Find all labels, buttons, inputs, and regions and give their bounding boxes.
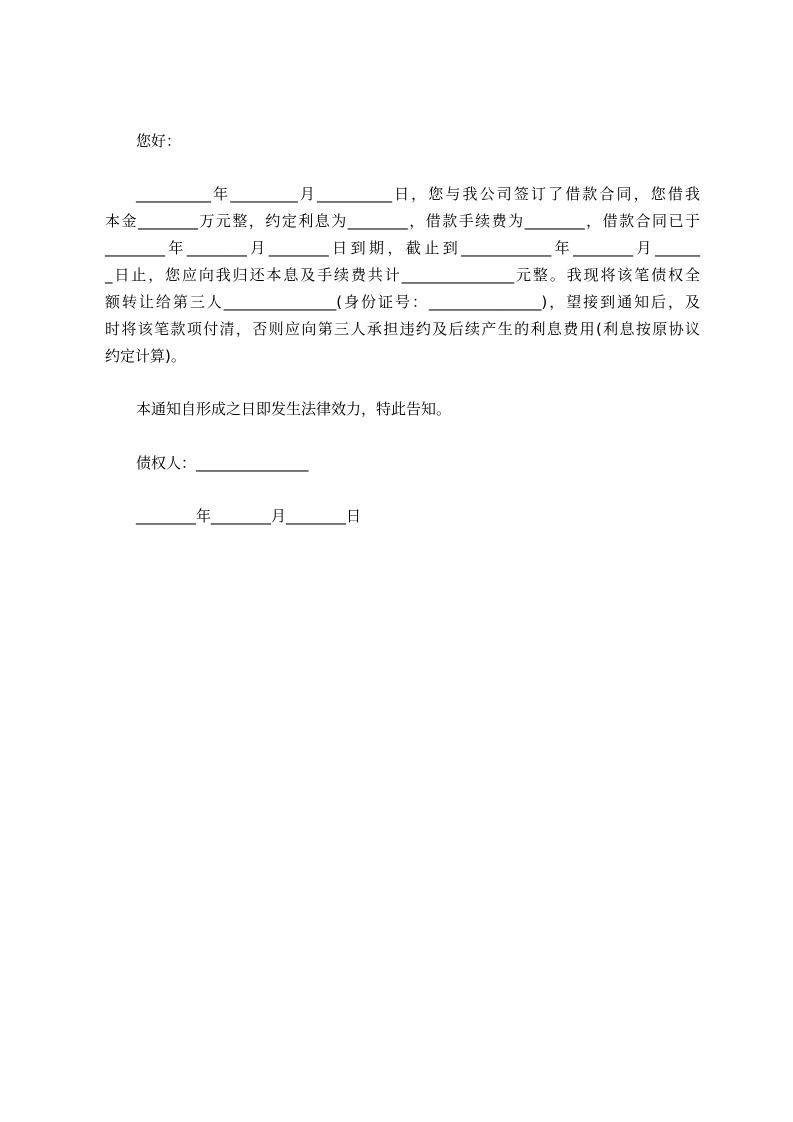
body-line-3: ________年________月________日到期，截止到____________年________月______: [105, 239, 700, 257]
greeting-text: 您好：: [136, 132, 182, 150]
body-line-4: _日止，您应向我归还本息及手续费共计_______________元整。我现将该笔债权全: [105, 266, 700, 284]
effect-statement: 本通知自形成之日即发生法律效力，特此告知。: [136, 400, 452, 418]
date-line: ________年________月________日: [136, 507, 362, 525]
body-line-6: 时将该笔款项付清，否则应向第三人承担违约及后续产生的利息费用(利息按原协议: [105, 320, 700, 338]
body-line-2: 本金________万元整，约定利息为________，借款手续费为________，借款合同已于: [105, 212, 700, 230]
body-line-7: 约定计算)。: [105, 347, 186, 365]
body-line-5: 额转让给第三人_______________(身份证号：_______________)，望接到通知后，及: [105, 293, 700, 311]
body-line-1: __________年_________月__________日，您与我公司签订了借款合同，您借我: [136, 185, 700, 203]
creditor-signature-line: 债权人：_______________: [136, 454, 309, 472]
